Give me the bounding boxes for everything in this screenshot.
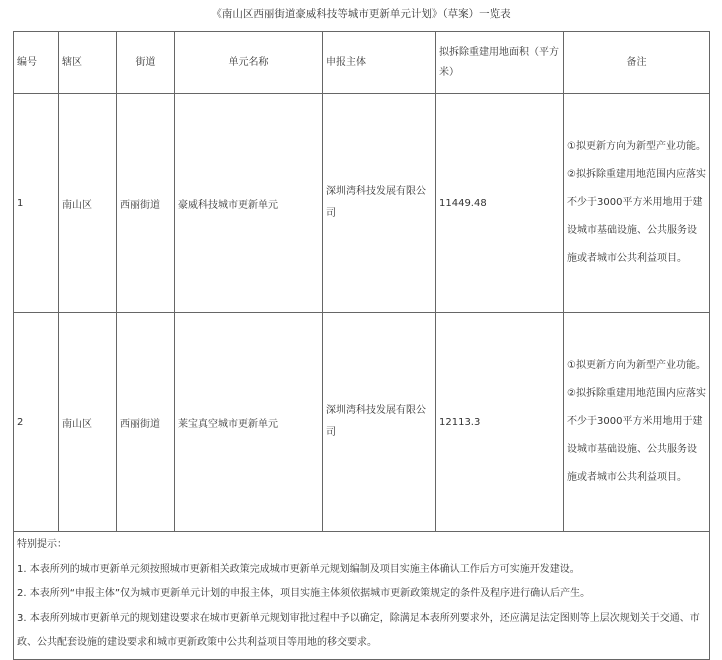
remark-direction: ①拟更新方向为新型产业功能。 — [567, 141, 706, 152]
cell-applicant: 深圳湾科技发展有限公司 — [323, 313, 436, 532]
header-district: 辖区 — [59, 32, 117, 94]
note-item-3: 3. 本表所列城市更新单元的规划建设要求在城市更新单元规划审批过程中予以确定，除满足本表所列要求外，还应满足法定图则等上层次规划关于交通、市政、公共配套设施的建设要求和城市更新政策中公共利益项目等用地的移交要求。 — [17, 612, 700, 648]
header-remarks: 备注 — [564, 32, 710, 94]
cell-unit-name: 豪威科技城市更新单元 — [175, 94, 323, 313]
remark-direction: ①拟更新方向为新型产业功能。 — [567, 360, 706, 371]
cell-area: 12113.3 — [436, 313, 564, 532]
cell-street: 西丽街道 — [117, 313, 175, 532]
cell-remarks — [564, 94, 710, 313]
cell-remarks — [564, 313, 710, 532]
document-title: 《南山区西丽街道豪威科技等城市更新单元计划》（草案）一览表 — [211, 8, 511, 20]
remark-land-use: ②拟拆除重建用地范围内应落实不少于3000平方米用地用于建设城市基础设施、公共服务设施或者城市公共利益项目。 — [567, 169, 706, 264]
cell-district: 南山区 — [59, 94, 117, 313]
notes-heading: 特别提示： — [17, 539, 67, 550]
header-applicant: 申报主体 — [323, 32, 436, 94]
cell-no: 2 — [14, 313, 59, 532]
plan-table — [13, 31, 710, 660]
note-item-2: 2. 本表所列“申报主体”仅为城市更新单元计划的申报主体，项目实施主体须依据城市更新政策规定的条件及程序进行确认后产生。 — [17, 588, 591, 599]
special-notes-row — [14, 532, 710, 660]
header-area: 拟拆除重建用地面积（平方米） — [436, 32, 564, 94]
header-street: 街道 — [117, 32, 175, 94]
cell-unit-name: 莱宝真空城市更新单元 — [175, 313, 323, 532]
table-row — [14, 94, 710, 313]
cell-street: 西丽街道 — [117, 94, 175, 313]
cell-no: 1 — [14, 94, 59, 313]
special-notes — [14, 532, 710, 660]
cell-area: 11449.48 — [436, 94, 564, 313]
header-unit-name: 单元名称 — [175, 32, 323, 94]
table-row — [14, 313, 710, 532]
remark-land-use: ②拟拆除重建用地范围内应落实不少于3000平方米用地用于建设城市基础设施、公共服务设施或者城市公共利益项目。 — [567, 388, 706, 483]
note-item-1: 1. 本表所列的城市更新单元须按照城市更新相关政策完成城市更新单元规划编制及项目实施主体确认工作后方可实施开发建设。 — [17, 563, 580, 575]
cell-applicant: 深圳湾科技发展有限公司 — [323, 94, 436, 313]
cell-district: 南山区 — [59, 313, 117, 532]
header-row — [14, 32, 710, 94]
header-no: 编号 — [14, 32, 59, 94]
